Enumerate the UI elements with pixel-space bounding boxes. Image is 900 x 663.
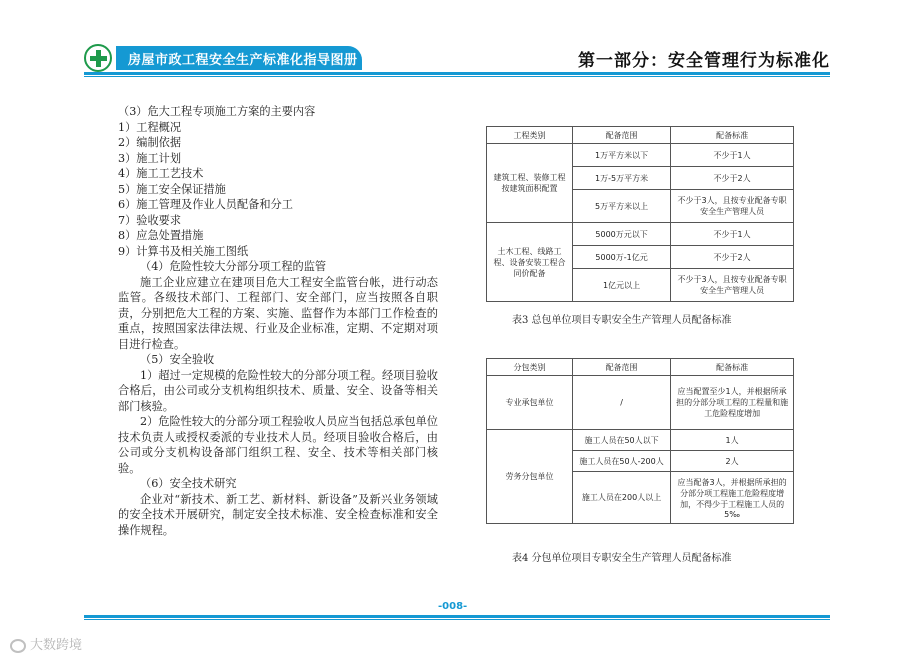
header-divider: [84, 72, 830, 75]
table-3-caption: 表3 总包单位项目专职安全生产管理人员配备标准: [512, 315, 732, 326]
body-paragraph: 1）工程概况: [118, 120, 182, 134]
standard-cell: 不少于1人: [671, 223, 794, 246]
body-text-column: [118, 104, 438, 538]
standard-cell: 2人: [671, 451, 794, 472]
body-paragraph: 施工企业应建立在建项目危大工程安全监管台帐，进行动态监管。各级技术部门、工程部门、安全部门，应当按照各自职责，分别把危大工程的方案、实施、监督作为本部门工作检查的重点，按照国家法律法规、行业及企业标准，定期、不定期对项目进行检查。: [118, 275, 438, 351]
body-paragraph: 3）施工计划: [118, 151, 182, 165]
body-paragraph: 8）应急处置措施: [118, 229, 204, 242]
table-header-cell: 配备标准: [671, 359, 794, 376]
category-cell: 土木工程、线路工程、设备安装工程合同价配备: [487, 223, 573, 302]
table-header-cell: 配备标准: [671, 127, 794, 144]
range-cell: 5000万-1亿元: [572, 246, 670, 269]
body-paragraph: 1）超过一定规模的危险性较大的分部分项工程。经项目验收合格后，由公司或分支机构组织技术、质量、安全、设备等相关部门核验。: [118, 368, 438, 413]
body-paragraph: 6）施工管理及作业人员配备和分工: [118, 198, 293, 211]
standard-cell: 应当配备3人，并根据所承担的分部分项工程施工危险程度增加，不得少于工程施工人员的5‰: [671, 472, 794, 524]
range-cell: /: [572, 376, 670, 430]
table-header-cell: 配备范围: [572, 127, 670, 144]
safety-cross-logo-icon: [84, 44, 112, 72]
header-divider-thin: [84, 76, 830, 77]
category-cell: 劳务分包单位: [487, 430, 573, 524]
table-header-cell: 分包类别: [487, 359, 573, 376]
footer-divider: [84, 615, 830, 618]
table-4-caption: 表4 分包单位项目专职安全生产管理人员配备标准: [512, 553, 732, 564]
body-paragraph: 9）计算书及相关施工图纸: [118, 244, 249, 258]
range-cell: 施工人员在200人以上: [572, 472, 670, 524]
range-cell: 5000万元以下: [572, 223, 670, 246]
section-title: 第一部分：安全管理行为标准化: [578, 51, 830, 71]
table-row: [487, 144, 794, 167]
page-number: -008-: [434, 601, 471, 612]
body-paragraph: （5）安全验收: [140, 353, 215, 366]
table-row: [487, 430, 794, 451]
table-3: [486, 126, 794, 302]
standard-cell: 1人: [671, 430, 794, 451]
standard-cell: 不少于2人: [671, 167, 794, 190]
watermark: [10, 634, 82, 653]
category-cell: 专业承包单位: [487, 376, 573, 430]
watermark-text: 大数跨境: [30, 638, 83, 653]
range-cell: 施工人员在50人-200人: [572, 451, 670, 472]
table-header-cell: 配备范围: [572, 359, 670, 376]
body-paragraph: 企业对“新技术、新工艺、新材料、新设备”及新兴业务领域的安全技术开展研究，制定安全技术标准、安全检查标准和安全操作规程。: [118, 492, 438, 537]
table-4: [486, 358, 794, 524]
standard-cell: 不少于2人: [671, 246, 794, 269]
standard-cell: 不少于3人，且按专业配备专职安全生产管理人员: [671, 269, 794, 302]
body-paragraph: 4）施工工艺技术: [118, 167, 204, 180]
standard-cell: 应当配置至少1人，并根据所承担的分部分项工程的工程量和施工危险程度增加: [671, 376, 794, 430]
page-header: [0, 0, 900, 80]
table-row: [487, 223, 794, 246]
range-cell: 1万-5万平方米: [572, 167, 670, 190]
body-paragraph: 7）验收要求: [118, 213, 182, 227]
range-cell: 1亿元以上: [572, 269, 670, 302]
range-cell: 1万平方米以下: [572, 144, 670, 167]
range-cell: 5万平方米以上: [572, 190, 670, 223]
range-cell: 施工人员在50人以下: [572, 430, 670, 451]
body-paragraph: （6）安全技术研究: [140, 477, 237, 490]
body-paragraph: 2）编制依据: [118, 136, 182, 149]
standard-cell: 不少于3人，且按专业配备专职安全生产管理人员: [671, 190, 794, 223]
footer-divider-thin: [84, 619, 830, 620]
watermark-logo-icon: [10, 639, 26, 653]
banner-title: 房屋市政工程安全生产标准化指导图册: [128, 53, 358, 68]
body-paragraph: 2）危险性较大的分部分项工程验收人员应当包括总承包单位技术负责人或授权委派的专业技术人员。经项目验收合格后，由公司或分支机构设备部门组织工程、安全、技术等相关部门核验。: [118, 415, 438, 475]
table-header-cell: 工程类别: [487, 127, 573, 144]
table-row: [487, 376, 794, 430]
body-paragraph: （4）危险性较大分部分项工程的监管: [140, 260, 327, 273]
body-paragraph: 5）施工安全保证措施: [118, 182, 226, 196]
body-paragraph: （3）危大工程专项施工方案的主要内容: [118, 105, 316, 118]
standard-cell: 不少于1人: [671, 144, 794, 167]
category-cell: 建筑工程、装修工程按建筑面积配置: [487, 144, 573, 223]
